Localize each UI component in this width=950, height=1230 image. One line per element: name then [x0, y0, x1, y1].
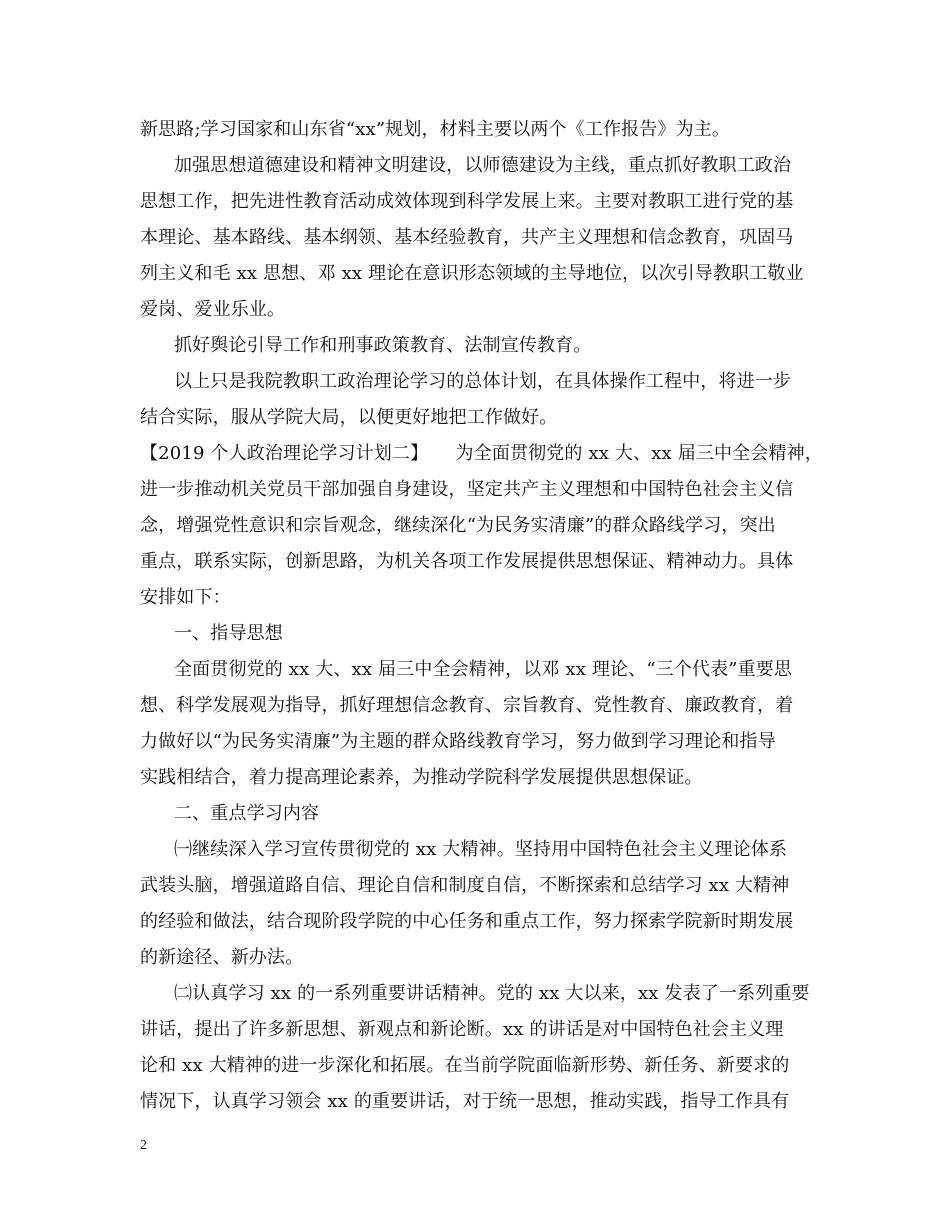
section-title-line: 【2019 个人政治理论学习计划二】 为全面贯彻党的 xx 大、xx 届三中全会精神，: [140, 443, 823, 464]
text-line: 安排如下：: [140, 587, 231, 608]
section-heading: 一、指导思想: [174, 623, 283, 644]
text-line: 重点，联系实际，创新思路，为机关各项工作发展提供思想保证、精神动力。具体: [140, 551, 794, 572]
text-line: 列主义和毛 xx 思想、邓 xx 理论在意识形态领域的主导地位，以次引导教职工敬业: [140, 263, 804, 284]
text-line: 情况下，认真学习领会 xx 的重要讲话，对于统一思想，推动实践，指导工作具有: [140, 1091, 790, 1112]
text-line: ㈡认真学习 xx 的一系列重要讲话精神。党的 xx 大以来，xx 发表了一系列重要: [174, 983, 810, 1004]
text-line: 结合实际，服从学院大局，以便更好地把工作做好。: [140, 407, 558, 428]
text-line: 以上只是我院教职工政治理论学习的总体计划，在具体操作工程中，将进一步: [174, 371, 792, 392]
text-line: 的经验和做法，结合现阶段学院的中心任务和重点工作，努力探索学院新时期发展: [140, 911, 794, 932]
text-line: 本理论、基本路线、基本纲领、基本经验教育，共产主义理想和信念教育，巩固马: [140, 227, 794, 248]
text-line: 讲话，提出了许多新思想、新观点和新论断。xx 的讲话是对中国特色社会主义理: [140, 1019, 784, 1040]
text-line: 新思路;学习国家和山东省“xx”规划，材料主要以两个《工作报告》为主。: [140, 119, 731, 140]
text-line: 想、科学发展观为指导，抓好理想信念教育、宗旨教育、党性教育、廉政教育，着: [140, 695, 794, 716]
text-line: 全面贯彻党的 xx 大、xx 届三中全会精神，以邓 xx 理论、“三个代表”重要思: [174, 659, 793, 680]
page-number: 2: [140, 1138, 147, 1153]
text-line: 的新途径、新办法。: [140, 947, 304, 968]
text-line: 武装头脑，增强道路自信、理论自信和制度自信，不断探索和总结学习 xx 大精神: [140, 875, 790, 896]
text-line: 论和 xx 大精神的进一步深化和拓展。在当前学院面临新形势、新任务、新要求的: [140, 1055, 790, 1076]
text-line: 抓好舆论引导工作和刑事政策教育、法制宣传教育。: [174, 335, 592, 356]
text-line: 加强思想道德建设和精神文明建设，以师德建设为主线，重点抓好教职工政治: [174, 155, 792, 176]
text-line: 力做好以“为民务实清廉”为主题的群众路线教育学习，努力做到学习理论和指导: [140, 731, 776, 752]
text-line: 爱岗、爱业乐业。: [140, 299, 286, 320]
text-line: 进一步推动机关党员干部加强自身建设，坚定共产主义理想和中国特色社会主义信: [140, 479, 794, 500]
section-heading: 二、重点学习内容: [174, 803, 320, 824]
text-line: 念，增强党性意识和宗旨观念，继续深化“为民务实清廉”的群众路线学习，突出: [140, 515, 776, 536]
text-line: 思想工作，把先进性教育活动成效体现到科学发展上来。主要对教职工进行党的基: [140, 191, 794, 212]
text-line: 实践相结合，着力提高理论素养，为推动学院科学发展提供思想保证。: [140, 767, 703, 788]
text-line: ㈠继续深入学习宣传贯彻党的 xx 大精神。坚持用中国特色社会主义理论体系: [174, 839, 788, 860]
